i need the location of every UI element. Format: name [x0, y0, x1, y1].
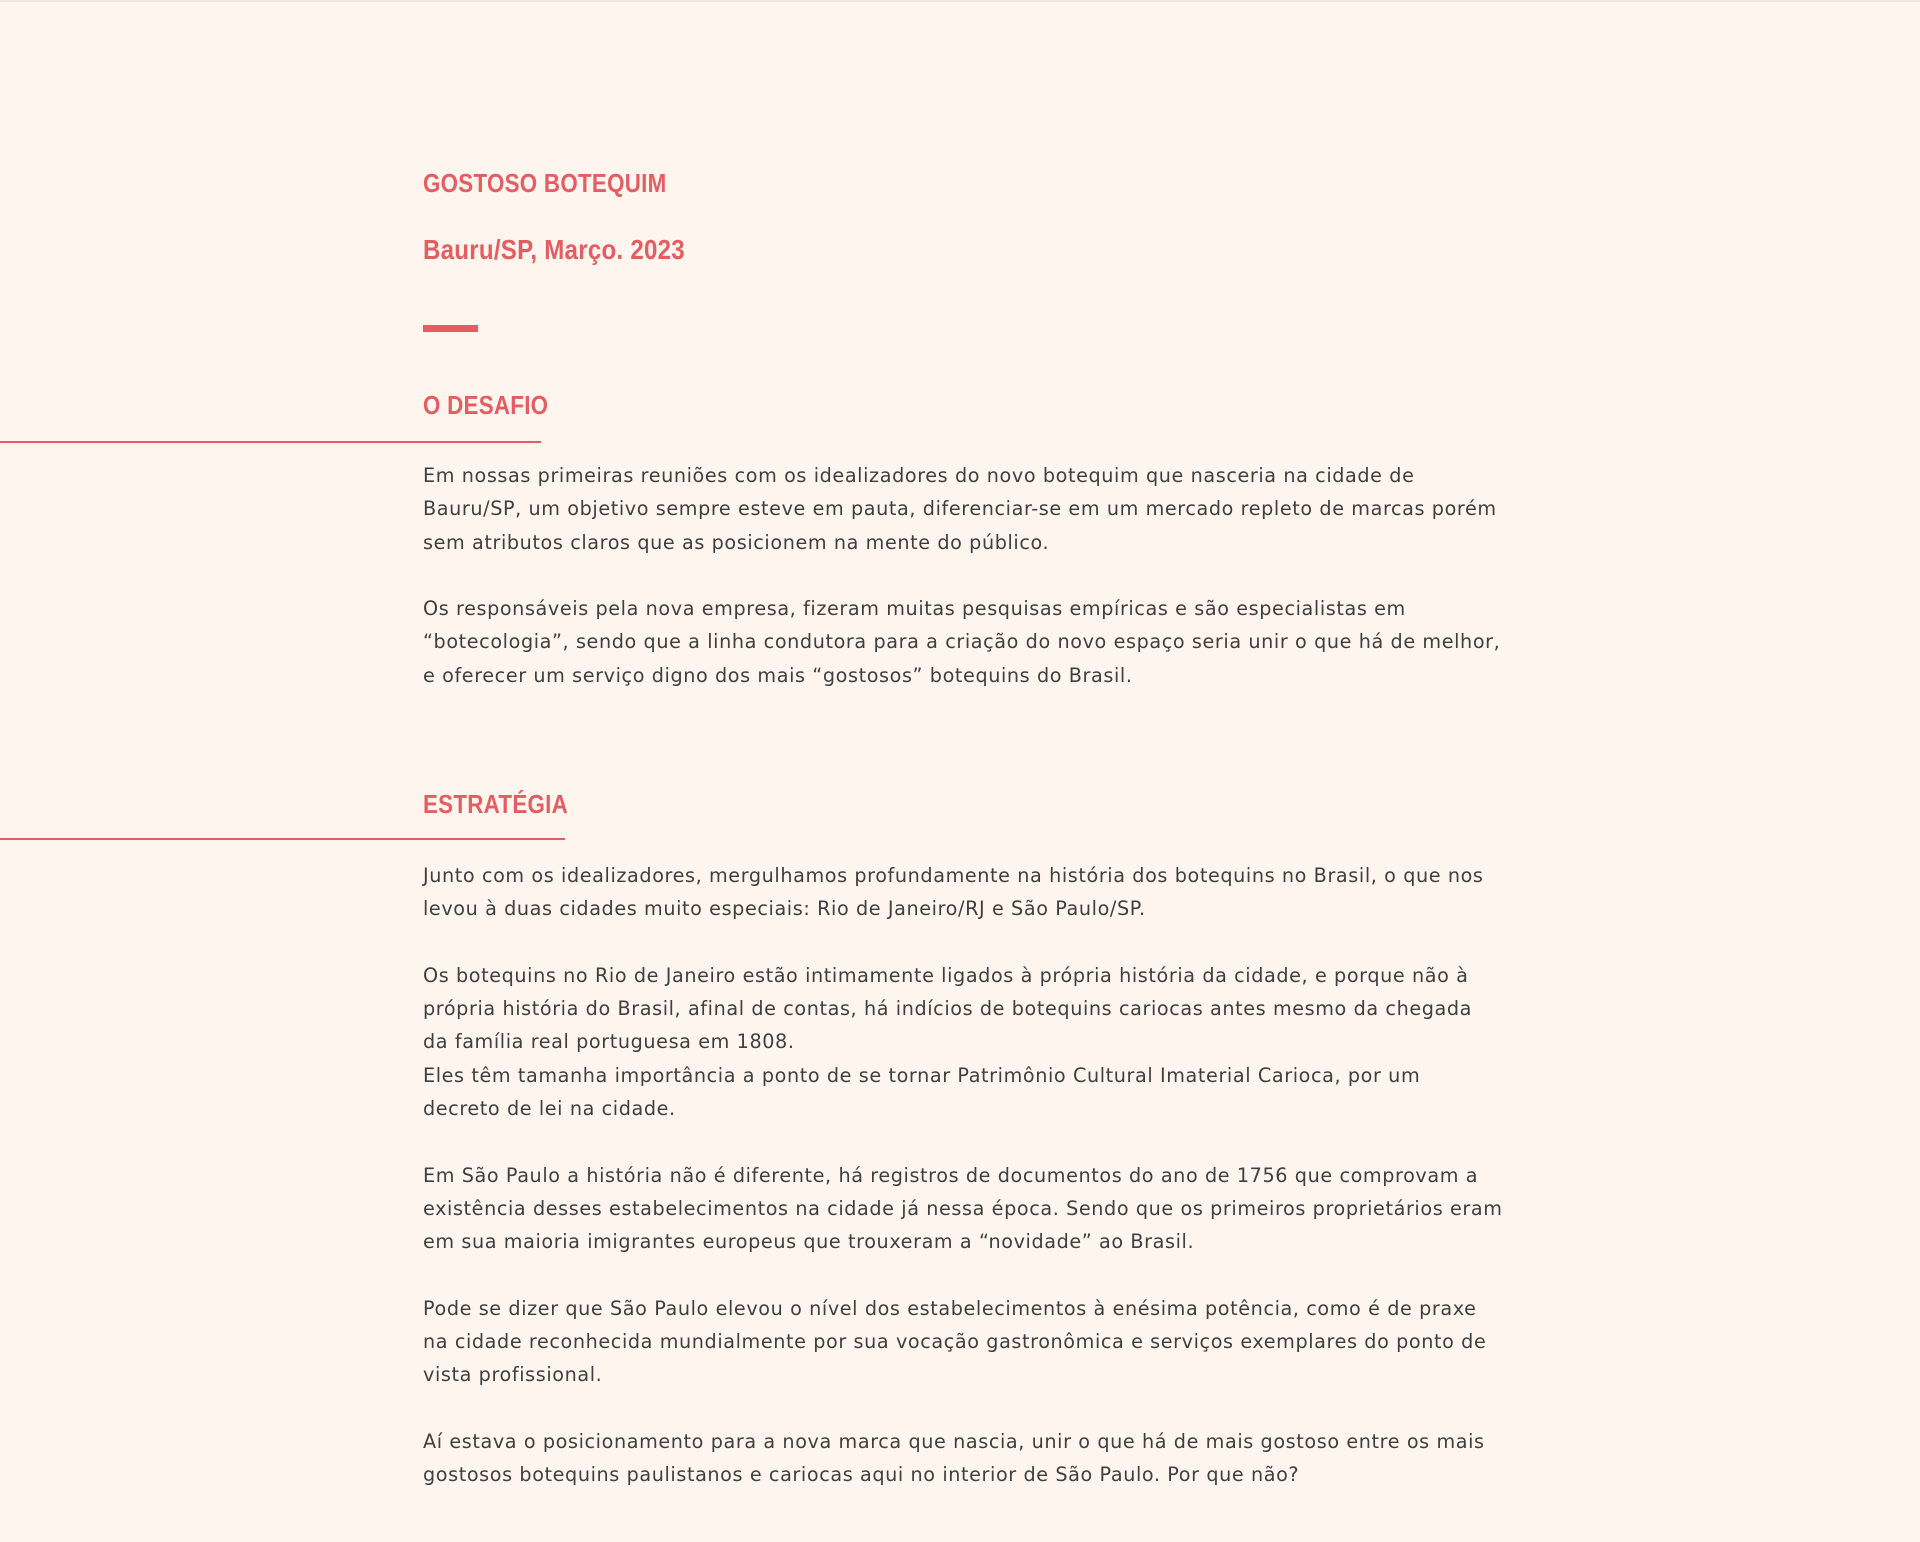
paragraph: Os botequins no Rio de Janeiro estão intimamente ligados à própria história da cidade, e porque não à própria história do Brasil, afinal de contas, há indícios de botequins cariocas antes mesmo da chegada da família real portuguesa em 1808. Eles têm tamanha importância a ponto de se tornar Patrimônio Cultural Imaterial Carioca, por um decreto de lei na cidade. — [423, 963, 1473, 1121]
section-body-desafio — [423, 459, 1503, 692]
paragraph: Junto com os idealizadores, mergulhamos profundamente na história dos botequins no Brasil, o que nos levou à duas cidades muito especiais: Rio de Janeiro/RJ e São Paulo/SP. — [423, 864, 1484, 921]
paragraph: Em nossas primeiras reuniões com os idealizadores do novo botequim que nasceria na cidade de Bauru/SP, um objetivo sempre esteve em pauta, diferenciar-se em um mercado repleto de marcas porém sem atributos claros que as posicionem na mente do público. — [423, 464, 1497, 554]
accent-divider — [423, 325, 478, 332]
section-body-estrategia — [423, 859, 1503, 1492]
top-border-line — [0, 0, 1920, 2]
project-title: GOSTOSO BOTEQUIM — [423, 168, 667, 198]
paragraph: Em São Paulo a história não é diferente, há registros de documentos do ano de 1756 que comprovam a existência desses estabelecimentos na cidade já nessa época. Sendo que os primeiros proprietários eram em sua maioria imigrantes europeus que trouxeram a “novidade” ao Brasil. — [423, 1163, 1503, 1254]
section-rule-desafio — [0, 441, 541, 443]
section-title-estrategia: ESTRATÉGIA — [423, 789, 569, 819]
section-rule-estrategia — [0, 838, 565, 840]
paragraph: Os responsáveis pela nova empresa, fizeram muitas pesquisas empíricas e são especialistas em “botecologia”, sendo que a linha condutora para a criação do novo espaço seria unir o que há de melhor, e oferecer um serviço digno dos mais “gostosos” botequins do Brasil. — [423, 597, 1501, 687]
paragraph: Pode se dizer que São Paulo elevou o nível dos estabelecimentos à enésima potência, como é de praxe na cidade reconhecida mundialmente por sua vocação gastronômica e serviços exemplares do ponto de vista profissional. — [423, 1296, 1487, 1387]
section-title-desafio: O DESAFIO — [423, 390, 549, 420]
project-location-date: Bauru/SP, Março. 2023 — [423, 234, 685, 265]
paragraph: Aí estava o posicionamento para a nova marca que nascia, unir o que há de mais gostoso entre os mais gostosos botequins paulistanos e cariocas aqui no interior de São Paulo. Por que não? — [423, 1430, 1485, 1487]
